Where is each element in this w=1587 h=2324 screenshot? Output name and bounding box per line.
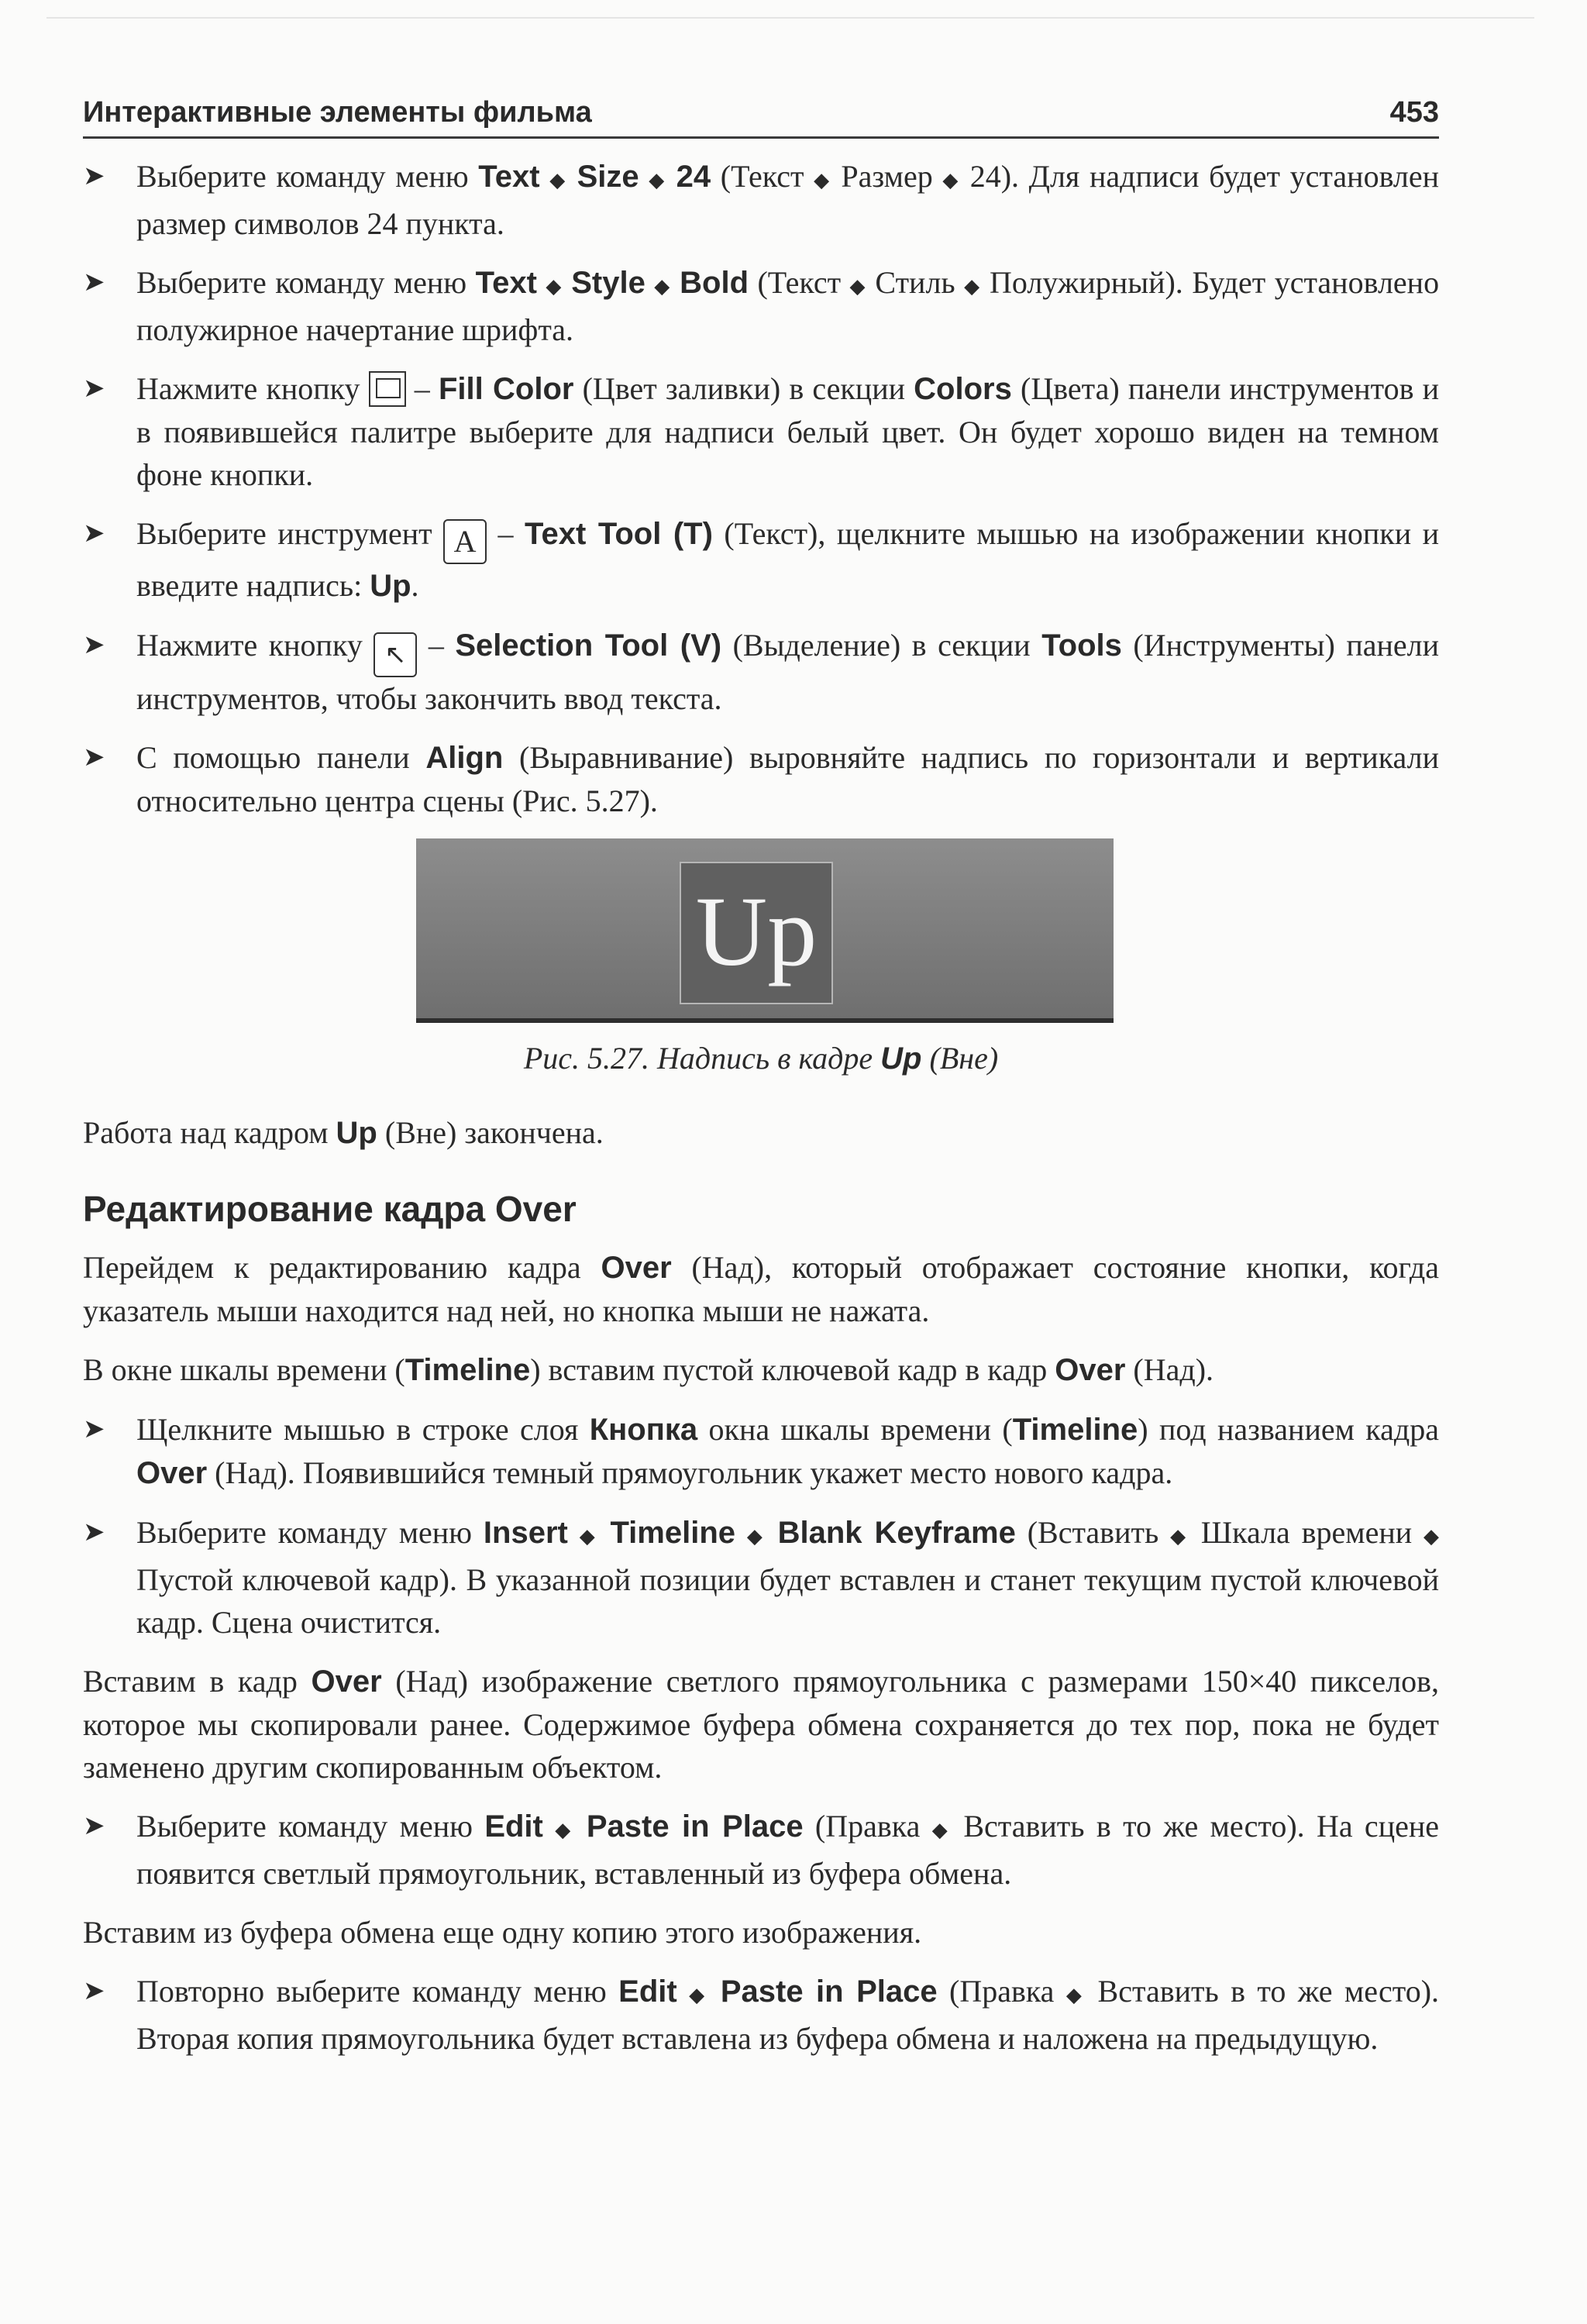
bold-term: Over [1055,1353,1126,1387]
bold-term: Text [475,266,537,300]
bold-term: Up [336,1116,377,1150]
bullet-arrow-icon: ➤ [83,742,105,773]
text-run: Выберите команду меню [136,1515,484,1550]
menu-separator-icon: ◆ [942,169,961,192]
text-run: 24). Для надписи будет установлен размер символов 24 пункта. [136,159,1440,241]
menu-separator-icon: ◆ [549,169,567,192]
bullet-arrow-icon: ➤ [83,160,105,191]
menu-separator-icon: ◆ [1170,1525,1189,1548]
text-run [567,159,577,194]
bold-term: Over [601,1251,672,1285]
text-run: Полужирный). Будет установлено полужирное начертание шрифта. [136,265,1440,347]
bullet-arrow-icon: ➤ [83,1413,105,1444]
bold-term: Bold [680,266,749,300]
menu-separator-icon: ◆ [555,1819,575,1842]
menu-separator-icon: ◆ [546,275,563,298]
text-run: Выберите команду меню [136,159,479,194]
bullet-item [83,1511,1439,1644]
header-title: Интерактивные элементы фильма [83,96,592,129]
text-run [568,1515,580,1550]
text-run: – [417,628,456,663]
menu-separator-icon: ◆ [849,275,866,298]
menu-separator-icon: ◆ [814,169,831,192]
text-run [540,159,550,194]
bold-term: Over [311,1665,382,1699]
bold-term: Paste in Place [720,1975,938,2009]
text-run: (Выделение) в секции [721,628,1042,663]
text-run: – [487,516,525,551]
menu-separator-icon: ◆ [649,169,666,192]
text-run: Щелкните мышью в строке слоя [136,1412,590,1447]
bullet-arrow-icon: ➤ [83,518,105,549]
bold-term: Edit [618,1975,677,2009]
bullet-item [83,261,1439,351]
text-run [666,159,676,194]
bold-term: Size [577,160,639,194]
text-run: Вставим из буфера обмена еще одну копию этого изображения. [83,1915,922,1950]
bullet-item [83,512,1439,608]
text-run [645,265,654,300]
bold-term: Timeline [1012,1413,1138,1447]
text-run: . [411,568,419,603]
text-run: (Над) изображение светлого прямоугольника с размерами 150×40 пикселов, которое мы скопировали ранее. Содержимое буфера обмена сохраняется до тех пор, пока не будет заменено другим скопированным объектом. [83,1664,1439,1785]
text-run: Выберите инструмент [136,516,444,551]
menu-separator-icon: ◆ [689,1984,709,2007]
bullet-item [83,1805,1439,1895]
bold-term: Style [571,266,645,300]
bullet-arrow-icon: ➤ [83,629,105,660]
bullet-item [83,155,1439,245]
text-run: В окне шкалы времени ( [83,1352,405,1387]
text-run: Вставим в кадр [83,1664,312,1699]
text-run: Повторно выберите команду меню [136,1974,619,2009]
bold-term: Text Tool (T) [525,517,713,551]
bold-term: Colors [914,372,1012,406]
text-run: (Цвета) панели инструментов и в появившейся палитре выберите для надписи белый цвет. Он будет хорошо виден на темном фоне кнопки. [136,371,1440,492]
text-run: Пустой ключевой кадр). В указанной позиции будет вставлен и станет текущим пустой ключевой кадр. Сцена очистится. [136,1562,1439,1640]
bold-term: Кнопка [589,1413,698,1447]
paragraph [83,1246,1439,1332]
text-run [575,1809,587,1844]
bold-term: Edit [484,1809,543,1844]
text-run [543,1809,555,1844]
bullet-item [83,367,1439,496]
bold-term: Over [136,1456,208,1490]
text-run: С помощью панели [136,740,426,775]
text-run: ) вставим пустой ключевой кадр в кадр [530,1352,1055,1387]
text-run: (Правка [937,1974,1066,2009]
paragraph [83,1660,1439,1789]
text-run [563,265,571,300]
text-run [537,265,546,300]
bold-term: Timeline [404,1353,531,1387]
bold-term: Blank Keyframe [777,1516,1016,1550]
text-run [639,159,649,194]
text-run: (Вставить [1015,1515,1171,1550]
text-run [708,1974,720,2009]
menu-separator-icon: ◆ [579,1525,599,1548]
text-run: Работа над кадром [83,1115,336,1150]
bold-term: Up [880,1041,922,1076]
text-run: (Текст [711,159,814,194]
text-run: (Над), который отображает состояние кнопки, когда указатель мыши находится над ней, но кнопка мыши не нажата. [83,1250,1439,1328]
selection-tool-icon: ↖ [374,632,417,677]
paragraph [83,1348,1439,1392]
text-run: (Текст), щелкните мышью на изображении кнопки и введите надпись: [136,516,1439,603]
bold-term: Selection Tool (V) [455,628,722,663]
bold-term: Align [425,741,504,775]
bold-term: Timeline [610,1516,735,1550]
bullet-item [83,1408,1439,1495]
text-run [735,1515,747,1550]
paragraph [83,1911,1439,1954]
text-tool-icon: A [443,519,487,564]
text-run: Шкала времени [1189,1515,1424,1550]
menu-separator-icon: ◆ [1423,1525,1440,1548]
bullet-arrow-icon: ➤ [83,1975,105,2006]
text-run: (Выравнивание) выровняйте надпись по горизонтали и вертикали относительно центра сцены (Рис. 5.27). [136,740,1439,818]
page-number: 453 [1389,96,1439,129]
fill-color-icon [369,371,406,407]
bullet-arrow-icon: ➤ [83,1810,105,1841]
figure-up-button [416,838,1114,1023]
text-run: Нажмите кнопку [136,628,374,663]
menu-separator-icon: ◆ [746,1525,766,1548]
text-run: Нажмите кнопку [136,371,369,406]
text-run: ) под названием кадра [1138,1412,1439,1447]
text-run: Выберите команду меню [136,265,476,300]
text-run: (Правка [803,1809,932,1844]
text-run: (Вне) закончена. [377,1115,604,1150]
bullet-arrow-icon: ➤ [83,1517,105,1548]
bullet-item [83,624,1439,720]
text-run: Вставить в то же место). Вторая копия прямоугольника будет вставлена из буфера обмена и наложена на предыдущую. [136,1974,1440,2056]
scan-top-edge [46,17,1534,19]
text-run [599,1515,611,1550]
paragraph [83,1111,1439,1155]
bold-term: Paste in Place [586,1809,804,1844]
figure-frame [680,862,833,1004]
figure-label: Up [695,876,818,986]
figure-caption [83,1037,1439,1080]
text-run: (Вне) [921,1041,999,1076]
text-run: Вставить в то же место). На сцене появится светлый прямоугольник, вставленный из буфера обмена. [136,1809,1440,1891]
text-run [677,1974,689,2009]
bold-term: Fill Color [438,372,574,406]
text-run: Рис. 5.27. Надпись в кадре [523,1041,881,1076]
text-run: – [405,371,439,406]
text-run: окна шкалы времени ( [697,1412,1013,1447]
bold-term: Insert [483,1516,568,1550]
bold-term: Text [478,160,540,194]
text-run: Размер [831,159,943,194]
text-run: Выберите команду меню [136,1809,485,1844]
bold-term: 24 [676,160,711,194]
bullet-item [83,1970,1439,2060]
menu-separator-icon: ◆ [1065,1984,1086,2007]
bullet-arrow-icon: ➤ [83,267,105,298]
text-run: Стиль [866,265,965,300]
text-run: Перейдем к редактированию кадра [83,1250,601,1285]
text-run: (Над). Появившийся темный прямоугольник укажет место нового кадра. [207,1455,1173,1490]
text-run: (Цвет заливки) в секции [573,371,914,406]
text-run [766,1515,778,1550]
menu-separator-icon: ◆ [964,275,981,298]
text-run [671,265,680,300]
running-header [83,91,1439,139]
bullet-item [83,736,1439,822]
bold-term: Tools [1041,628,1122,663]
menu-separator-icon: ◆ [654,275,671,298]
text-run: (Инструменты) панели инструментов, чтобы закончить ввод текста. [136,628,1440,716]
text-run: (Над). [1125,1352,1214,1387]
bold-term: Up [370,569,411,603]
section-heading: Редактирование кадра Over [83,1189,577,1229]
text-run: (Текст [749,265,850,300]
bullet-arrow-icon: ➤ [83,373,105,404]
page-body [83,155,1439,2076]
menu-separator-icon: ◆ [931,1819,952,1842]
